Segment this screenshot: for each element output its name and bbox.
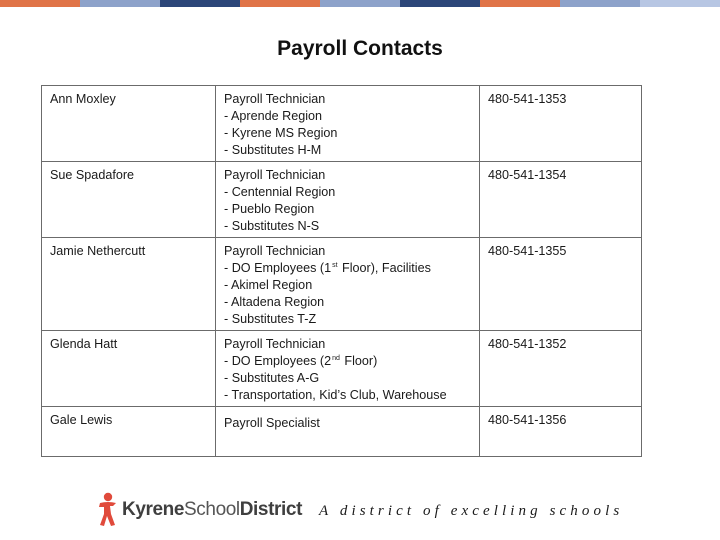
role-line: Payroll Technician xyxy=(224,92,326,106)
role-line: Payroll Specialist xyxy=(224,416,320,430)
contact-name: Jamie Nethercutt xyxy=(42,238,216,331)
role-line: - Aprende Region xyxy=(224,109,323,123)
table-row xyxy=(42,162,642,238)
person-figure-icon xyxy=(96,492,120,528)
bar-segment xyxy=(240,0,320,7)
bar-segment xyxy=(0,0,80,7)
contact-role xyxy=(216,407,480,457)
role-line: Payroll Technician xyxy=(224,337,326,351)
contact-phone: 480-541-1352 xyxy=(480,331,642,407)
bar-segment xyxy=(480,0,560,7)
contact-phone: 480-541-1353 xyxy=(480,86,642,162)
tagline: A district of excelling schools xyxy=(319,503,624,519)
contact-phone: 480-541-1355 xyxy=(480,238,642,331)
contact-role xyxy=(216,162,480,238)
role-line: Payroll Technician xyxy=(224,244,326,258)
page-title: Payroll Contacts xyxy=(277,37,443,60)
ordinal-suffix: nd xyxy=(332,354,340,362)
bar-segment xyxy=(160,0,240,7)
bar-segment xyxy=(80,0,160,7)
contact-name: Sue Spadafore xyxy=(42,162,216,238)
contact-phone: 480-541-1354 xyxy=(480,162,642,238)
role-line: - Substitutes A-G xyxy=(224,371,320,385)
table-row xyxy=(42,238,642,331)
contact-name: Glenda Hatt xyxy=(42,331,216,407)
role-line: - Altadena Region xyxy=(224,295,325,309)
bar-segment xyxy=(400,0,480,7)
role-line: - Kyrene MS Region xyxy=(224,126,338,140)
ordinal-suffix: st xyxy=(332,261,338,269)
role-line: - Centennial Region xyxy=(224,185,336,199)
table-row xyxy=(42,407,642,457)
contacts-table xyxy=(41,85,642,457)
logo-wordmark: KyreneSchoolDistrict xyxy=(122,499,302,520)
role-line: - Transportation, Kid’s Club, Warehouse xyxy=(224,388,447,402)
bar-segment xyxy=(320,0,400,7)
table-row xyxy=(42,331,642,407)
role-line: - Substitutes T-Z xyxy=(224,312,317,326)
role-line: Payroll Technician xyxy=(224,168,326,182)
role-line: - Pueblo Region xyxy=(224,202,315,216)
role-line: - DO Employees (1st Floor), Facilities xyxy=(224,261,431,275)
bar-segment xyxy=(560,0,640,7)
contact-role xyxy=(216,331,480,407)
contact-name: Gale Lewis xyxy=(42,407,216,457)
role-line: - Substitutes N-S xyxy=(224,219,320,233)
header-color-bar xyxy=(0,0,720,7)
contact-name: Ann Moxley xyxy=(42,86,216,162)
contact-phone: 480-541-1356 xyxy=(480,407,642,457)
contact-role xyxy=(216,86,480,162)
bar-segment xyxy=(640,0,720,7)
role-line: - DO Employees (2nd Floor) xyxy=(224,354,378,368)
contact-role xyxy=(216,238,480,331)
role-line: - Substitutes H-M xyxy=(224,143,322,157)
table-row xyxy=(42,86,642,162)
district-logo xyxy=(96,492,302,528)
role-line: - Akimel Region xyxy=(224,278,313,292)
